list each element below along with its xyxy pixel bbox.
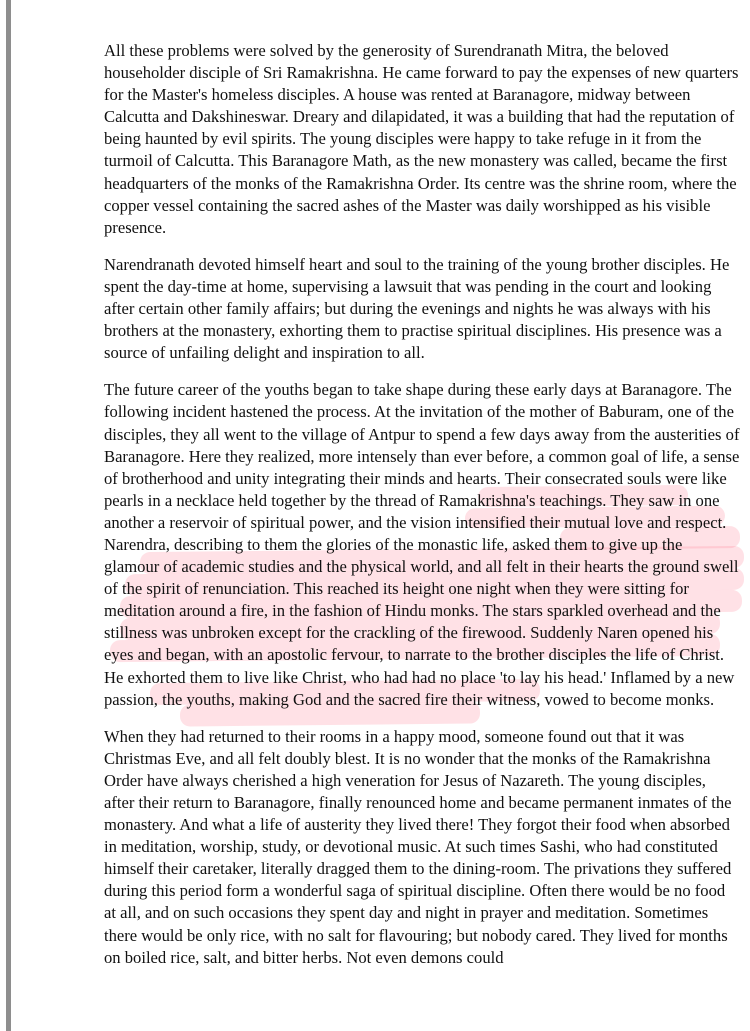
paragraph-christmas-eve: When they had returned to their rooms in a happy mood, someone found out that it was Christmas Eve, and all felt doubly blest. It is no wonder that the monks of the Ramakrishna Order have always cherished a high veneration for Jesus of Nazareth. The young disciples, after their return to Baranagore, finally renounced home and became permanent inmates of the monastery. And what a life of austerity they lived there! They forgot their food when absorbed in meditation, worship, study, or devotional music. At such times Sashi, who had constituted himself their caretaker, literally dragged them to the dining-room. The privations they suffered during this period form a wonderful saga of spiritual discipline. Often there would be no food at all, and on such occasions they spent day and night in prayer and meditation. Sometimes there would be only rice, with no salt for flavouring; but nobody cared. They lived for months on boiled rice, salt, and bitter herbs. Not even demons could <box>104 726 732 967</box>
paragraph-surendranath: All these problems were solved by the generosity of Surendranath Mitra, the beloved householder disciple of Sri Ramakrishna. He came forward to pay the expenses of new quarters for the Master's homeless disciples. A house was rented at Baranagore, midway between Calcutta and Dakshineswar. Dreary and dilapidated, it was a building that had the reputation of being haunted by evil spirits. The young disciples were happy to take refuge in it from the turmoil of Calcutta. This Baranagore Math, as the new monastery was called, became the first headquarters of the monks of the Ramakrishna Order. Its centre was the shrine room, where the copper vessel containing the sacred ashes of the Master was daily worshipped as his visible presence. <box>104 41 739 237</box>
paragraph-narendranath: Narendranath devoted himself heart and soul to the training of the young brother disciples. He spent the day-time at home, supervising a lawsuit that was pending in the court and looking after certain other family affairs; but during the evenings and nights he was always with his brothers at the monastery, exhorting them to practise spiritual disciplines. His presence was a source of unfailing delight and inspiration to all. <box>104 254 730 363</box>
page-margin-rule <box>6 0 11 1031</box>
paragraph-antpur-vow: The future career of the youths began to take shape during these early days at Baranagore. The following incident hastened the process. At the invitation of the mother of Baburam, one of the disciples, they all went to the village of Antpur to spend a few days away from the austerities of Baranagore. Here they realized, more intensely than ever before, a common goal of life, a sense of brotherhood and unity integrating their minds and hearts. Their consecrated souls were like pearls in a necklace held together by the thread of Ramakrishna's teachings. They saw in one another a reservoir of spiritual power, and the vision intensified their mutual love and respect. Narendra, describing to them the glories of the monastic life, asked them to give up the glamour of academic studies and the physical world, and all felt in their hearts the ground swell of the spirit of renunciation. This reached its height one night when they were sitting for meditation around a fire, in the fashion of Hindu monks. The stars sparkled overhead and the stillness was unbroken except for the crackling of the firewood. Suddenly Naren opened his eyes and began, with an apostolic fervour, to narrate to the brother disciples the life of Christ. He exhorted them to live like Christ, who had had no place 'to lay his head.' Inflamed by a new passion, the youths, making God and the sacred fire their witness, vowed to become monks. <box>104 380 740 709</box>
document-page <box>104 40 740 984</box>
